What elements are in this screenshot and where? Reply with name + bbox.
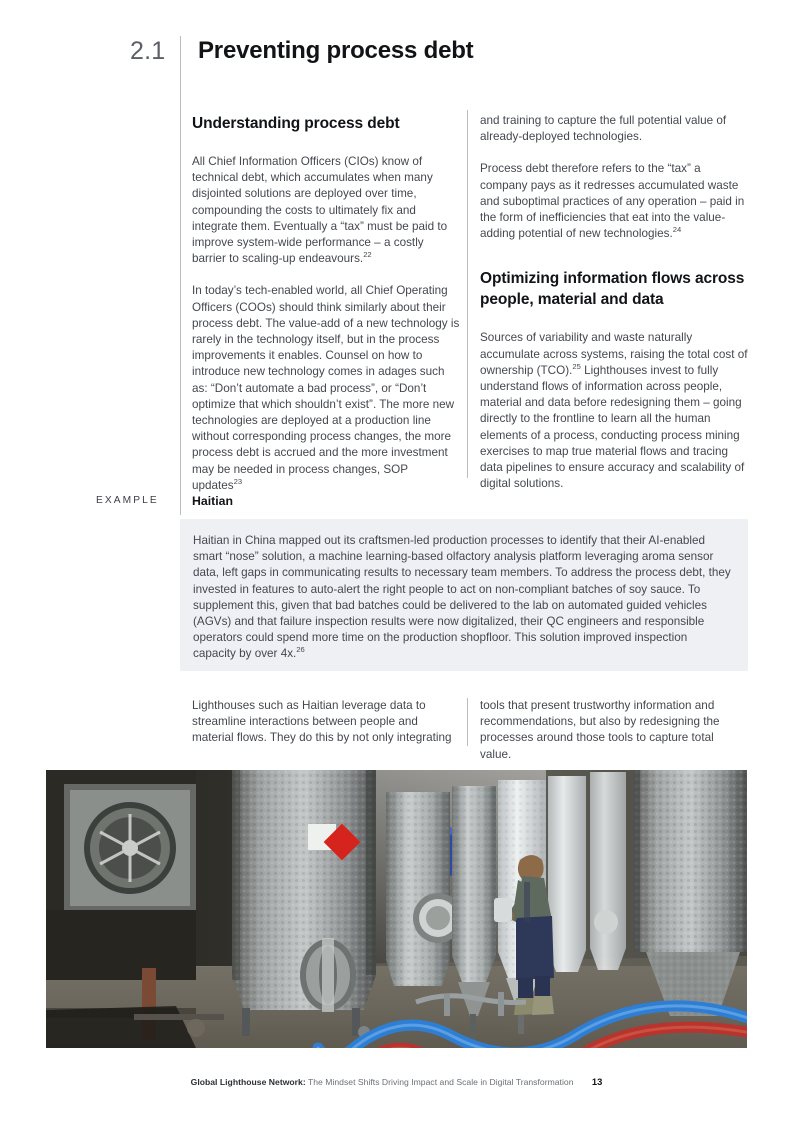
example-body-copy: Haitian in China mapped out its craftsmen-led production processes to identify that their AI-enabled smart “nose” solution, a machine learning-based olfactory analysis platform leveraging aroma sensor data, left gaps in communicating results to necessary team members. To address the process debt, they invested in features to auto-alert the right people to act on non-compliant batches of soy sauce. To supplement this, given that bad batches could be delivered to the lab on automated guided vehicles (AGVs) and that failure inspection results were now digitalized, their QC engineers and responsible operators could spend more time on the production shopfloor. This solution improved inspection capacity by over 4x. [193, 534, 731, 661]
right-column-heading: Optimizing information flows across people, material and data [480, 270, 745, 309]
footnote-ref-25: 25 [572, 361, 581, 371]
example-company-name: Haitian [192, 494, 233, 508]
right-paragraph-2-text: Process debt therefore refers to the “tax” a company pays as it redresses accumulated waste and suboptimal practices of any operation – paid in the form of inefficiencies that eat into the value-adding potential of new technologies. [480, 162, 745, 241]
left-column [192, 113, 460, 494]
left-paragraph-2-text: In today’s tech-enabled world, all Chief Operating Officers (COOs) should think similarly about their process debt. The value-add of a new technology is rarely in the technology itself, but in the process improvements it enables. Counsel on how to introduce new technology comes in adages such as: “Don’t automate a bad process”, or “Don’t optimize that which shouldn’t exist”. The more new technologies are deployed at a production line without corresponding process changes, the more process debt is accrued and the more investment may be needed in process changes, SOP updates [192, 284, 460, 492]
bottom-left-column [192, 698, 460, 747]
bottom-body-columns [192, 698, 748, 761]
bottom-left-paragraph: Lighthouses such as Haitian leverage data to streamline interactions between people and material flows. They do this by not only integrating [192, 699, 452, 745]
page-title: Preventing process debt [198, 37, 474, 64]
right-paragraph-3 [480, 330, 748, 492]
left-paragraph-1-text: All Chief Information Officers (CIOs) know of technical debt, which accumulates when many disjointed solutions are deployed over time, compounding the costs to ultimately fix and integrate them. Eventually a “tax” must be paid to improve system-wide performance – a costly barrier to scaling-up endeavours. [192, 155, 448, 266]
left-column-heading: Understanding process debt [192, 115, 400, 132]
example-label: EXAMPLE [96, 495, 159, 506]
industrial-facility-photo [46, 770, 747, 1048]
right-paragraph-3-text-b: Lighthouses invest to fully understand flows of information across people, material and data before redesigning them – going directly to the frontline to learn all the human elements of a process, conducting process mining exercises to map true material flows and tracing data pipelines to ensure accuracy and scalability of digital solutions. [480, 363, 745, 491]
left-paragraph-1 [192, 154, 460, 267]
main-body-columns [192, 113, 748, 492]
footnote-ref-26: 26 [296, 645, 305, 655]
page-footer [0, 1076, 793, 1087]
right-column [480, 113, 748, 492]
page-number: 13 [591, 1076, 603, 1087]
section-number: 2.1 [130, 37, 166, 65]
footer-subtitle: The Mindset Shifts Driving Impact and Scale in Digital Transformation [307, 1077, 574, 1087]
left-paragraph-2 [192, 283, 460, 494]
photo-illustration [46, 770, 747, 1048]
footnote-ref-24: 24 [672, 225, 682, 235]
right-paragraph-1: and training to capture the full potential value of already-deployed technologies. [480, 114, 727, 144]
bottom-right-paragraph: tools that present trustworthy information and recommendations, but also by redesigning the processes around those tools to capture total value. [480, 699, 720, 761]
example-header-row [96, 493, 746, 517]
footnote-ref-23: 23 [233, 476, 243, 486]
right-paragraph-2 [480, 161, 748, 242]
example-body-text [180, 519, 748, 663]
example-callout-box [180, 519, 748, 671]
footer-brand: Global Lighthouse Network: [190, 1077, 306, 1087]
footnote-ref-22: 22 [363, 250, 372, 260]
vertical-rule-main [180, 36, 181, 515]
bottom-right-column [480, 698, 748, 763]
right-paragraph-3-text-a: Sources of variability and waste naturally accumulate across systems, raising the total cost of ownership (TCO). [480, 331, 748, 377]
section-header [106, 36, 726, 76]
